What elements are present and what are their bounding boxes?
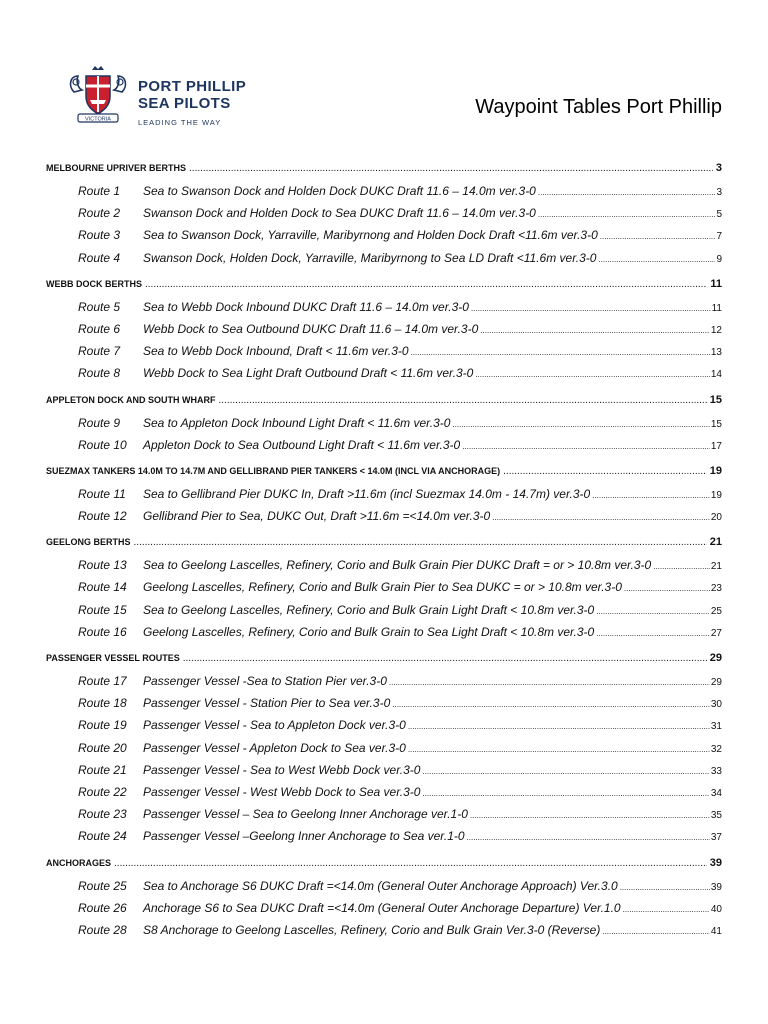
route-page-number: 20 (710, 512, 722, 524)
dot-leader (471, 298, 711, 320)
route-page-number: 5 (716, 209, 722, 221)
route-page-number: 13 (710, 347, 722, 359)
svg-text:VICTORIA: VICTORIA (85, 116, 111, 123)
dot-leader (624, 578, 710, 600)
dot-leader (598, 249, 715, 271)
route-title: Passenger Vessel - West Webb Dock to Sea ver.3-0 (143, 784, 421, 799)
toc-entry[interactable] (46, 434, 722, 456)
dot-leader (620, 877, 710, 899)
toc-section (46, 394, 722, 456)
section-title: PASSENGER VESSEL ROUTES (46, 653, 180, 663)
toc-entry[interactable] (46, 599, 722, 621)
toc-entry[interactable] (46, 670, 722, 692)
dot-leader (422, 761, 709, 783)
toc-section-heading[interactable] (46, 857, 722, 875)
dot-leader (462, 436, 710, 458)
route-number: Route 12 (78, 509, 127, 524)
dot-leader (596, 623, 710, 645)
toc-entry[interactable] (46, 759, 722, 781)
route-title: Sea to Geelong Lascelles, Refinery, Corio and Bulk Grain Pier DUKC Draft = or > 10.8m ver.3-0 (143, 558, 652, 573)
route-number: Route 2 (78, 206, 121, 221)
toc-entry[interactable] (46, 340, 722, 362)
route-title: Anchorage S6 to Sea DUKC Draft =<14.0m (General Outer Anchorage Departure) Ver.1.0 (143, 900, 621, 915)
route-page-number: 17 (710, 440, 722, 452)
route-number: Route 17 (78, 674, 127, 688)
toc-entry[interactable] (46, 692, 722, 714)
dot-leader (503, 466, 707, 477)
dot-leader (452, 414, 709, 436)
route-title: Sea to Swanson Dock, Yarraville, Maribyrnong and Holden Dock Draft <11.6m ver.3-0 (143, 228, 598, 243)
route-title: Swanson Dock and Holden Dock to Sea DUKC Draft 11.6 – 14.0m ver.3-0 (143, 206, 536, 221)
route-page-number: 21 (710, 561, 722, 573)
dot-leader (623, 899, 710, 921)
route-number: Route 8 (78, 366, 121, 381)
dot-leader (602, 921, 710, 943)
dot-leader (492, 507, 710, 529)
route-number: Route 13 (78, 558, 127, 573)
route-page-number: 35 (710, 810, 722, 822)
section-title: MELBOURNE UPRIVER BERTHS (46, 163, 187, 173)
dot-leader (408, 739, 710, 761)
route-title: Gellibrand Pier to Sea, DUKC Out, Draft >11.6m =<14.0m ver.3-0 (143, 509, 491, 524)
toc-entry[interactable] (46, 505, 722, 527)
dot-leader (408, 716, 710, 738)
section-title: GEELONG BERTHS (46, 537, 131, 548)
route-number: Route 19 (78, 718, 127, 733)
route-title: S8 Anchorage to Geelong Lascelles, Refinery, Corio and Bulk Grain Ver.3-0 (Reverse) (143, 922, 601, 937)
route-page-number: 27 (710, 627, 722, 639)
dot-leader (134, 537, 707, 548)
route-page-number: 9 (716, 253, 722, 265)
route-number: Route 4 (78, 250, 121, 265)
dot-leader (592, 485, 710, 507)
dot-leader (653, 556, 710, 578)
route-number: Route 18 (78, 696, 127, 711)
toc-section (46, 857, 722, 942)
toc-entry[interactable] (46, 554, 722, 576)
route-number: Route 15 (78, 602, 127, 617)
route-number: Route 28 (78, 922, 127, 937)
route-title: Webb Dock to Sea Outbound DUKC Draft 11.6 – 14.0m ver.3-0 (143, 321, 479, 336)
route-number: Route 16 (78, 624, 127, 639)
dot-leader (538, 204, 716, 226)
route-title: Passenger Vessel - Sea to West Webb Dock ver.3-0 (143, 762, 421, 777)
route-page-number: 41 (710, 925, 722, 937)
route-title: Passenger Vessel - Station Pier to Sea ver.3-0 (143, 696, 391, 711)
route-page-number: 34 (710, 787, 722, 799)
route-title: Passenger Vessel - Sea to Appleton Dock ver.3-0 (143, 718, 406, 733)
toc-entry[interactable] (46, 318, 722, 340)
toc-entry[interactable] (46, 296, 722, 318)
route-page-number: 31 (710, 721, 722, 733)
dot-leader (392, 694, 710, 716)
toc-section-heading[interactable] (46, 162, 722, 180)
route-page-number: 25 (710, 605, 722, 617)
route-number: Route 6 (78, 321, 121, 336)
dot-leader (411, 342, 710, 364)
toc-entry[interactable] (46, 362, 722, 384)
route-title: Passenger Vessel - Appleton Dock to Sea ver.3-0 (143, 740, 406, 755)
section-page-number: 21 (709, 536, 722, 549)
route-page-number: 14 (710, 369, 722, 381)
route-page-number: 15 (710, 418, 722, 430)
toc-section-heading[interactable] (46, 465, 722, 483)
toc-entry[interactable] (46, 897, 722, 919)
dot-leader (189, 163, 713, 174)
route-number: Route 9 (78, 415, 121, 430)
section-title: APPLETON DOCK AND SOUTH WHARF (46, 394, 216, 405)
route-title: Appleton Dock to Sea Outbound Light Draft < 11.6m ver.3-0 (143, 437, 461, 452)
toc-section-heading[interactable] (46, 652, 722, 670)
route-title: Passenger Vessel – Sea to Geelong Inner Anchorage ver.1-0 (143, 807, 468, 822)
route-number: Route 26 (78, 900, 127, 915)
section-page-number: 15 (709, 393, 722, 406)
toc-entry[interactable] (46, 180, 722, 202)
route-title: Swanson Dock, Holden Dock, Yarraville, Maribyrnong to Sea LD Draft <11.6m ver.3-0 (143, 250, 597, 265)
dot-leader (480, 320, 710, 342)
dot-leader (145, 279, 707, 290)
toc-entry[interactable] (46, 621, 722, 643)
route-number: Route 1 (78, 184, 121, 198)
toc-entry[interactable] (46, 224, 722, 246)
section-page-number: 11 (710, 277, 722, 290)
route-page-number: 33 (710, 765, 722, 777)
logo-text-line1: PORT PHILLIP (138, 78, 247, 95)
document-title: Waypoint Tables Port Phillip (475, 96, 722, 118)
toc-section-heading[interactable] (46, 278, 722, 296)
route-title: Passenger Vessel –Geelong Inner Anchorage to Sea ver.1-0 (143, 829, 465, 844)
route-title: Sea to Appleton Dock Inbound Light Draft < 11.6m ver.3-0 (143, 415, 451, 430)
route-page-number: 11 (711, 302, 722, 314)
logo (50, 58, 260, 128)
route-title: Sea to Geelong Lascelles, Refinery, Corio and Bulk Grain Light Draft < 10.8m ver.3-0 (143, 602, 595, 617)
dot-leader (596, 601, 710, 623)
toc-entry[interactable] (46, 919, 722, 941)
toc-entry[interactable] (46, 576, 722, 598)
section-title: SUEZMAX TANKERS 14.0M TO 14.7M AND GELLIBRAND PIER TANKERS < 14.0M (INCL VIA ANCHORAGE) (46, 465, 501, 476)
route-title: Sea to Webb Dock Inbound DUKC Draft 11.6 – 14.0m ver.3-0 (143, 299, 469, 314)
dot-leader (475, 364, 710, 386)
dot-leader (114, 858, 707, 869)
route-number: Route 10 (78, 437, 127, 452)
section-title: WEBB DOCK BERTHS (46, 278, 142, 289)
dot-leader (538, 182, 716, 204)
dot-leader (422, 783, 709, 805)
toc-section (46, 162, 722, 269)
section-title: ANCHORAGES (46, 857, 112, 868)
route-number: Route 21 (78, 762, 127, 777)
route-title: Geelong Lascelles, Refinery, Corio and Bulk Grain to Sea Light Draft < 10.8m ver.3-0 (143, 624, 595, 639)
route-page-number: 23 (710, 583, 722, 595)
toc-entry[interactable] (46, 781, 722, 803)
route-number: Route 11 (78, 486, 126, 501)
route-title: Sea to Swanson Dock and Holden Dock DUKC Draft 11.6 – 14.0m ver.3-0 (143, 184, 536, 198)
route-page-number: 40 (710, 903, 722, 915)
toc-entry[interactable] (46, 247, 722, 269)
route-number: Route 3 (78, 228, 121, 243)
toc-section (46, 465, 722, 527)
route-page-number: 12 (710, 324, 722, 336)
dot-leader (467, 827, 710, 849)
toc-section (46, 278, 722, 385)
section-page-number: 3 (715, 162, 722, 174)
logo-text-line2: SEA PILOTS (138, 95, 231, 112)
route-number: Route 14 (78, 580, 127, 595)
route-title: Sea to Anchorage S6 DUKC Draft =<14.0m (General Outer Anchorage Approach) Ver.3.0 (143, 878, 618, 893)
toc-entry[interactable] (46, 483, 722, 505)
logo-tagline: LEADING THE WAY (138, 118, 222, 127)
route-number: Route 23 (78, 807, 127, 822)
toc-section-heading[interactable] (46, 536, 722, 554)
route-title: Geelong Lascelles, Refinery, Corio and Bulk Grain Pier to Sea DUKC = or > 10.8m ver.3-0 (143, 580, 622, 595)
toc-entry[interactable] (46, 714, 722, 736)
route-page-number: 37 (710, 832, 722, 844)
toc-section-heading[interactable] (46, 394, 722, 412)
route-page-number: 29 (710, 677, 722, 688)
route-title: Sea to Gellibrand Pier DUKC In, Draft >11.6m (incl Suezmax 14.0m - 14.7m) ver.3-0 (143, 486, 591, 501)
route-number: Route 5 (78, 299, 121, 314)
route-number: Route 7 (78, 344, 121, 359)
route-number: Route 25 (78, 878, 127, 893)
dot-leader (219, 395, 707, 406)
toc-section (46, 536, 722, 643)
section-page-number: 39 (709, 856, 722, 869)
dot-leader (470, 805, 710, 827)
route-page-number: 3 (716, 187, 722, 198)
toc-section (46, 652, 722, 848)
toc-entry[interactable] (46, 875, 722, 897)
section-page-number: 29 (709, 652, 722, 664)
table-of-contents (46, 162, 722, 941)
toc-entry[interactable] (46, 803, 722, 825)
dot-leader (389, 672, 710, 694)
dot-leader (600, 226, 716, 248)
route-title: Sea to Webb Dock Inbound, Draft < 11.6m ver.3-0 (143, 344, 409, 359)
route-page-number: 39 (710, 881, 722, 893)
toc-entry[interactable] (46, 737, 722, 759)
route-title: Passenger Vessel -Sea to Station Pier ver.3-0 (143, 674, 387, 688)
dot-leader (183, 653, 707, 664)
toc-entry[interactable] (46, 412, 722, 434)
route-page-number: 19 (710, 489, 722, 501)
route-title: Webb Dock to Sea Light Draft Outbound Draft < 11.6m ver.3-0 (143, 366, 474, 381)
section-page-number: 19 (709, 464, 722, 477)
route-page-number: 32 (710, 743, 722, 755)
crest-icon (66, 62, 130, 126)
toc-entry[interactable] (46, 825, 722, 847)
route-page-number: 7 (716, 231, 722, 243)
route-number: Route 20 (78, 740, 127, 755)
toc-entry[interactable] (46, 202, 722, 224)
route-number: Route 22 (78, 784, 127, 799)
route-number: Route 24 (78, 829, 127, 844)
route-page-number: 30 (710, 699, 722, 711)
